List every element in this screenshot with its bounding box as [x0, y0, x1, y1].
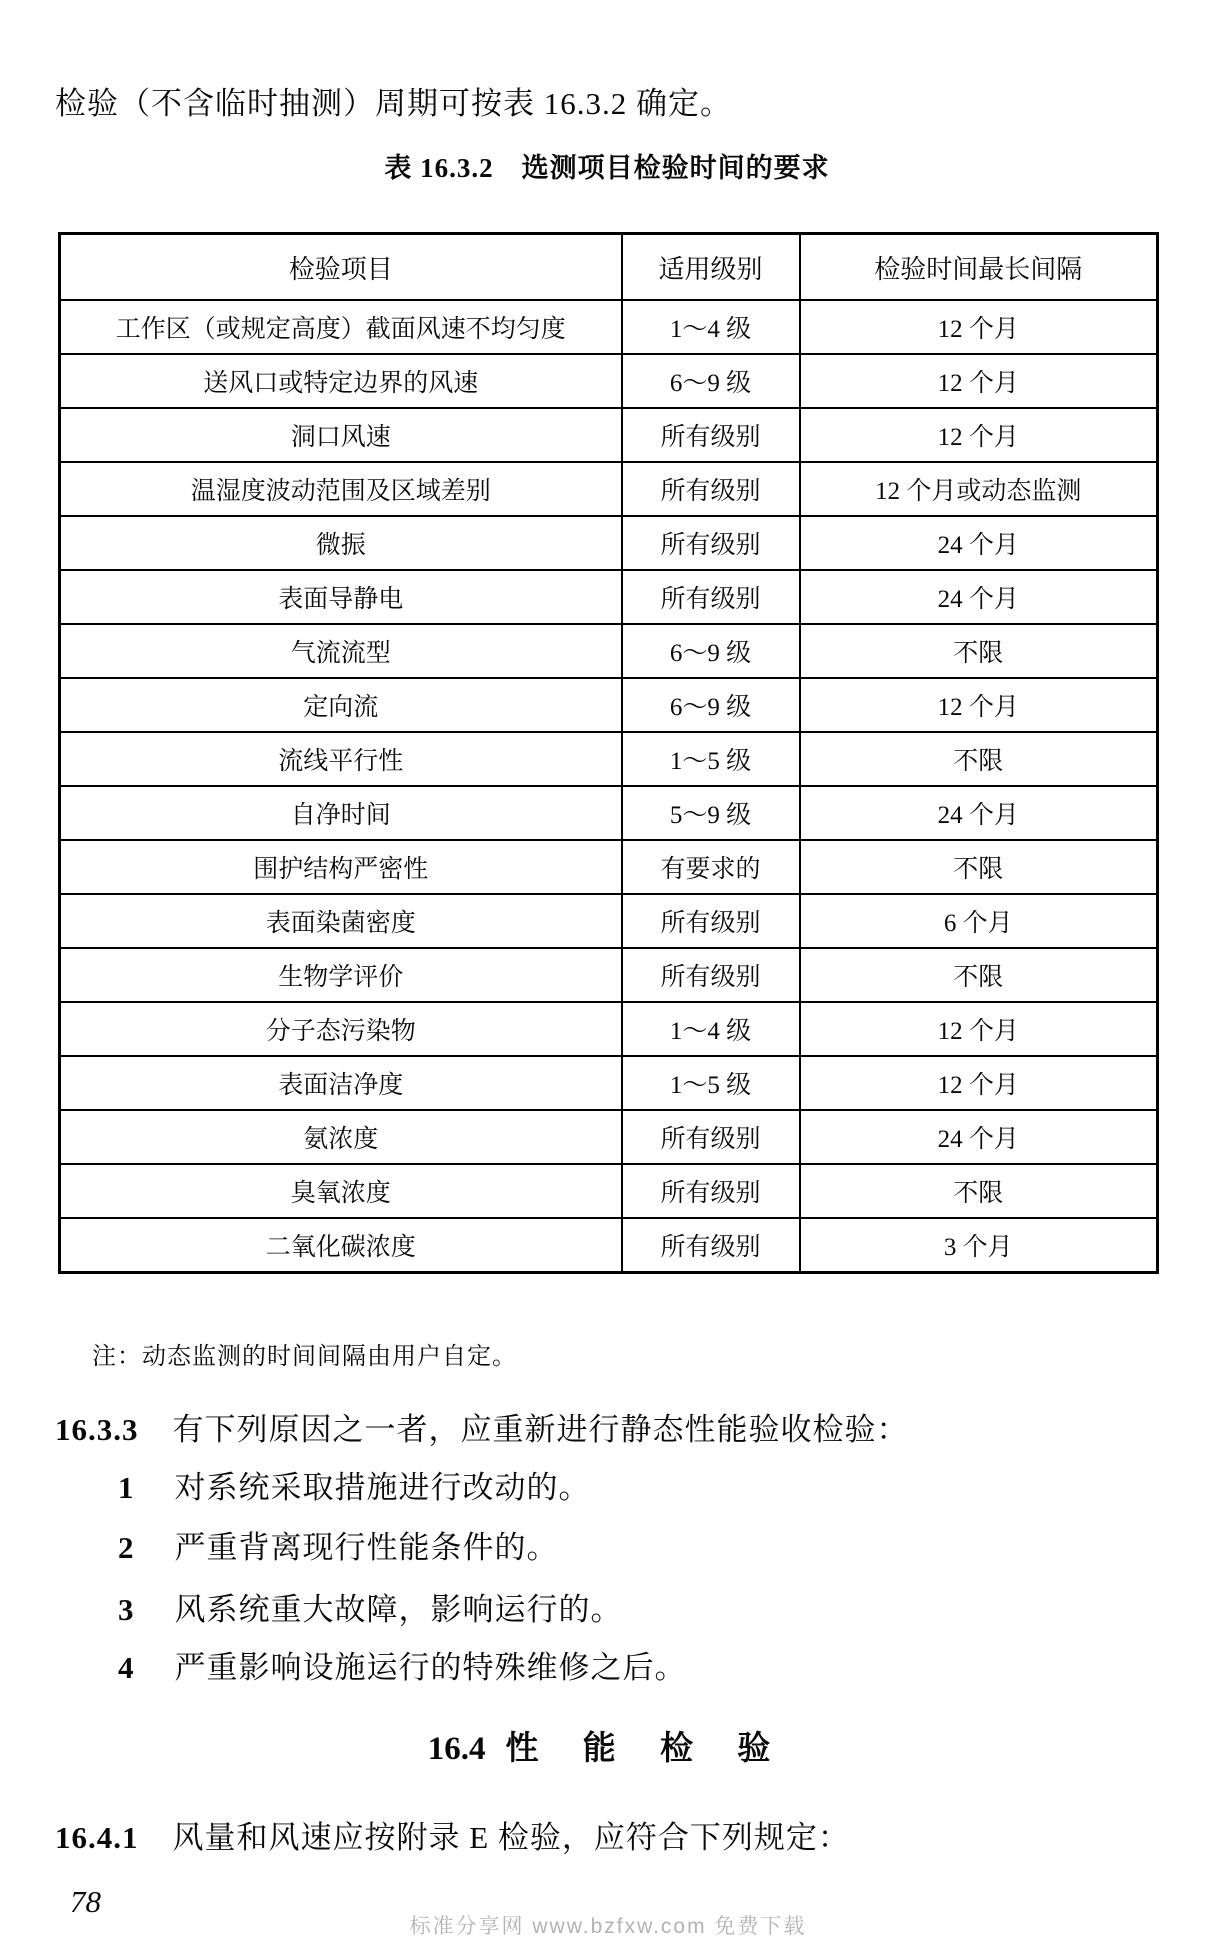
list-item-3: [118, 1584, 1158, 1629]
table-cell: 表面洁净度: [60, 1056, 622, 1110]
table-cell: 12 个月: [800, 678, 1158, 732]
table-cell: 24 个月: [800, 786, 1158, 840]
table-cell: 表面导静电: [60, 570, 622, 624]
list-item-text: 对系统采取措施进行改动的。: [174, 1470, 591, 1505]
table-cell: 1～4 级: [622, 300, 800, 354]
table-cell: 12 个月: [800, 354, 1158, 408]
table-cell: 12 个月: [800, 1002, 1158, 1056]
table-row: [60, 300, 1158, 354]
table-header-row: [60, 234, 1158, 301]
table-cell: 所有级别: [622, 1110, 800, 1164]
table-cell: 不限: [800, 624, 1158, 678]
table-cell: 1～5 级: [622, 1056, 800, 1110]
table-cell: 表面染菌密度: [60, 894, 622, 948]
table-cell: 气流流型: [60, 624, 622, 678]
table-cell: 所有级别: [622, 894, 800, 948]
list-item-2: [118, 1522, 1158, 1567]
table-row: [60, 624, 1158, 678]
table-row: [60, 786, 1158, 840]
table-cell: 12 个月: [800, 1056, 1158, 1110]
table-cell: 5～9 级: [622, 786, 800, 840]
table-cell: 6～9 级: [622, 354, 800, 408]
table-cell: 所有级别: [622, 1218, 800, 1273]
section-number: 16.4.1: [55, 1820, 139, 1855]
list-item-4: [118, 1642, 1158, 1687]
table-cell: 送风口或特定边界的风速: [60, 354, 622, 408]
table-cell: 所有级别: [622, 408, 800, 462]
table-cell: 所有级别: [622, 516, 800, 570]
inspection-table: [58, 232, 1159, 1274]
table-cell: 不限: [800, 840, 1158, 894]
table-header-cell: 检验时间最长间隔: [800, 234, 1158, 301]
table-cell: 24 个月: [800, 1110, 1158, 1164]
table-row: [60, 948, 1158, 1002]
table-cell: 12 个月或动态监测: [800, 462, 1158, 516]
table-row: [60, 678, 1158, 732]
table-cell: 二氧化碳浓度: [60, 1218, 622, 1273]
table-cell: 所有级别: [622, 462, 800, 516]
table-cell: 氨浓度: [60, 1110, 622, 1164]
table-body: [60, 300, 1158, 1273]
table-cell: 所有级别: [622, 1164, 800, 1218]
table-cell: 不限: [800, 1164, 1158, 1218]
table-cell: 1～4 级: [622, 1002, 800, 1056]
table-row: [60, 516, 1158, 570]
table-cell: 所有级别: [622, 948, 800, 1002]
table-row: [60, 732, 1158, 786]
list-item-number: 1: [118, 1470, 135, 1505]
section-number: 16.3.3: [55, 1412, 139, 1447]
table-cell: 12 个月: [800, 408, 1158, 462]
section-text: 风量和风速应按附录 E 检验，应符合下列规定：: [172, 1820, 850, 1855]
table-row: [60, 408, 1158, 462]
table-cell: 分子态污染物: [60, 1002, 622, 1056]
table-cell: 微振: [60, 516, 622, 570]
section-16-4-1: [55, 1812, 1175, 1857]
table-row: [60, 1218, 1158, 1273]
table-cell: 洞口风速: [60, 408, 622, 462]
table-row: [60, 1164, 1158, 1218]
watermark-text: 标准分享网 www.bzfxw.com 免费下载: [409, 1915, 807, 1938]
list-item-number: 4: [118, 1650, 135, 1685]
table-row: [60, 1110, 1158, 1164]
list-item-number: 2: [118, 1530, 135, 1565]
table-cell: 臭氧浓度: [60, 1164, 622, 1218]
list-item-number: 3: [118, 1592, 135, 1627]
section-heading-16-4: [0, 1722, 1216, 1769]
table-cell: 12 个月: [800, 300, 1158, 354]
table-cell: 自净时间: [60, 786, 622, 840]
heading-number: 16.4: [427, 1731, 486, 1767]
list-item-text: 风系统重大故障，影响运行的。: [174, 1592, 623, 1627]
table-header-cell: 适用级别: [622, 234, 800, 301]
table-row: [60, 570, 1158, 624]
table-row: [60, 1002, 1158, 1056]
list-item-text: 严重影响设施运行的特殊维修之后。: [174, 1650, 687, 1685]
page-number: 78: [70, 1884, 101, 1919]
table-cell: 6～9 级: [622, 678, 800, 732]
table-cell: 6 个月: [800, 894, 1158, 948]
table-cell: 24 个月: [800, 516, 1158, 570]
table-row: [60, 354, 1158, 408]
table-cell: 3 个月: [800, 1218, 1158, 1273]
table-cell: 围护结构严密性: [60, 840, 622, 894]
table-caption: 表 16.3.2 选测项目检验时间的要求: [384, 153, 830, 183]
table-cell: 不限: [800, 732, 1158, 786]
table-cell: 工作区（或规定高度）截面风速不均匀度: [60, 300, 622, 354]
table-row: [60, 840, 1158, 894]
table-cell: 定向流: [60, 678, 622, 732]
heading-text: 性 能 检 验: [505, 1731, 789, 1767]
table-cell: 温湿度波动范围及区域差别: [60, 462, 622, 516]
table-cell: 所有级别: [622, 570, 800, 624]
table-cell: 流线平行性: [60, 732, 622, 786]
table-cell: 6～9 级: [622, 624, 800, 678]
table-row: [60, 462, 1158, 516]
table-note: 注：动态监测的时间间隔由用户自定。: [92, 1344, 517, 1370]
table-cell: 有要求的: [622, 840, 800, 894]
table-header-cell: 检验项目: [60, 234, 622, 301]
table-row: [60, 894, 1158, 948]
table-cell: 1～5 级: [622, 732, 800, 786]
table-cell: 不限: [800, 948, 1158, 1002]
table-cell: 生物学评价: [60, 948, 622, 1002]
table-row: [60, 1056, 1158, 1110]
table-cell: 24 个月: [800, 570, 1158, 624]
section-text: 有下列原因之一者，应重新进行静态性能验收检验：: [172, 1412, 909, 1447]
list-item-1: [118, 1462, 1158, 1507]
section-16-3-3: [55, 1404, 1175, 1449]
intro-paragraph: 检验（不含临时抽测）周期可按表 16.3.2 确定。: [55, 86, 732, 121]
list-item-text: 严重背离现行性能条件的。: [174, 1530, 559, 1565]
